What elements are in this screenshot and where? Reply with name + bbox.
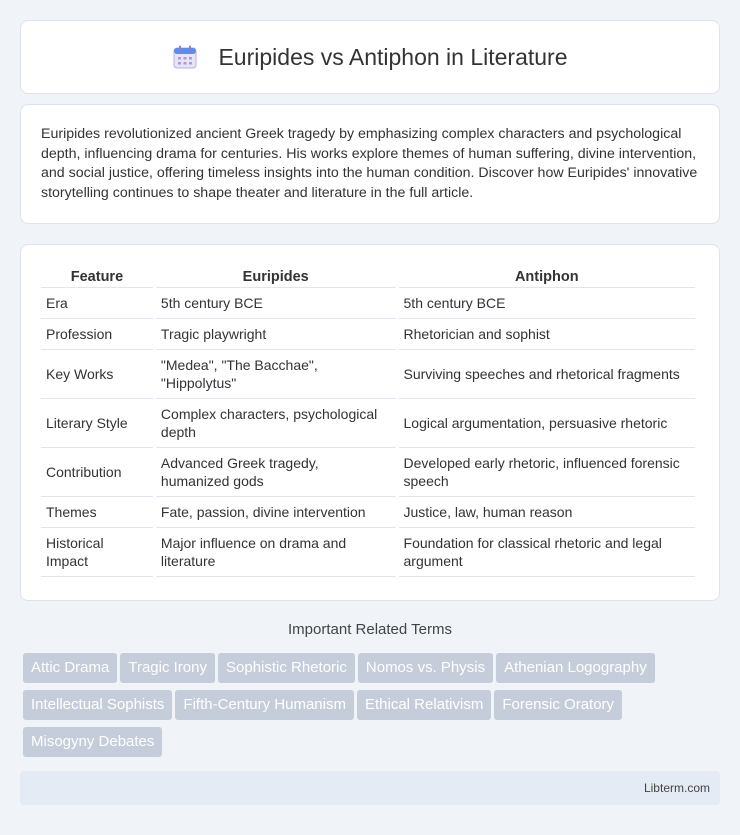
tag-forensic-oratory[interactable]: Forensic Oratory	[494, 690, 622, 720]
page-title: Euripides vs Antiphon in Literature	[218, 43, 568, 70]
row-euripides: Tragic playwright	[156, 319, 396, 350]
intro-text: Euripides revolutionized ancient Greek tragedy by emphasizing complex characters and psychological depth, influencing drama for centuries. His works explore themes of human suffering, divine intervention, and social justice, offering timeless insights into the human condition. Discover how Euripides' innovative storytelling continues to shape theater and literature in the full article.	[41, 126, 698, 201]
row-euripides: Major influence on drama and literature	[156, 528, 396, 577]
tag-misogyny-debates[interactable]: Misogyny Debates	[23, 727, 162, 757]
header-antiphon: Antiphon	[399, 265, 695, 288]
row-feature: Profession	[41, 319, 153, 350]
row-feature: Contribution	[41, 448, 153, 497]
row-antiphon: Developed early rhetoric, influenced forensic speech	[399, 448, 695, 497]
tag-attic-drama[interactable]: Attic Drama	[23, 653, 117, 683]
title-card	[20, 20, 720, 94]
row-feature: Key Works	[41, 350, 153, 399]
row-antiphon: Foundation for classical rhetoric and legal argument	[399, 528, 695, 577]
header-euripides: Euripides	[156, 265, 396, 288]
tag-tragic-irony[interactable]: Tragic Irony	[120, 653, 215, 683]
table-row	[41, 399, 695, 448]
tag-athenian-logography[interactable]: Athenian Logography	[496, 653, 655, 683]
footer	[20, 771, 720, 805]
tag-sophistic-rhetoric[interactable]: Sophistic Rhetoric	[218, 653, 355, 683]
footer-site-link[interactable]: Libterm.com	[643, 781, 710, 795]
row-feature: Literary Style	[41, 399, 153, 448]
tag-ethical-relativism[interactable]: Ethical Relativism	[357, 690, 491, 720]
table-row	[41, 319, 695, 350]
intro-card	[20, 104, 720, 224]
row-euripides: "Medea", "The Bacchae", "Hippolytus"	[156, 350, 396, 399]
row-feature: Themes	[41, 497, 153, 528]
row-antiphon: Surviving speeches and rhetorical fragments	[399, 350, 695, 399]
tag-fifth-century-humanism[interactable]: Fifth-Century Humanism	[175, 690, 354, 720]
row-euripides: Fate, passion, divine intervention	[156, 497, 396, 528]
row-euripides: 5th century BCE	[156, 288, 396, 319]
row-feature: Historical Impact	[41, 528, 153, 577]
tag-nomos-vs-physis[interactable]: Nomos vs. Physis	[358, 653, 493, 683]
table-header-row	[41, 265, 695, 288]
table-row	[41, 288, 695, 319]
related-terms-title: Important Related Terms	[288, 621, 452, 638]
row-antiphon: 5th century BCE	[399, 288, 695, 319]
comparison-card	[20, 244, 720, 601]
tag-intellectual-sophists[interactable]: Intellectual Sophists	[23, 690, 172, 720]
header-feature: Feature	[41, 265, 153, 288]
table-row	[41, 448, 695, 497]
row-feature: Era	[41, 288, 153, 319]
table-row	[41, 497, 695, 528]
row-euripides: Complex characters, psychological depth	[156, 399, 396, 448]
calendar-icon	[172, 44, 198, 70]
table-row	[41, 350, 695, 399]
row-antiphon: Rhetorician and sophist	[399, 319, 695, 350]
table-row	[41, 528, 695, 577]
comparison-table	[38, 265, 698, 577]
row-antiphon: Justice, law, human reason	[399, 497, 695, 528]
row-antiphon: Logical argumentation, persuasive rhetoric	[399, 399, 695, 448]
row-euripides: Advanced Greek tragedy, humanized gods	[156, 448, 396, 497]
related-terms-list	[23, 653, 723, 764]
